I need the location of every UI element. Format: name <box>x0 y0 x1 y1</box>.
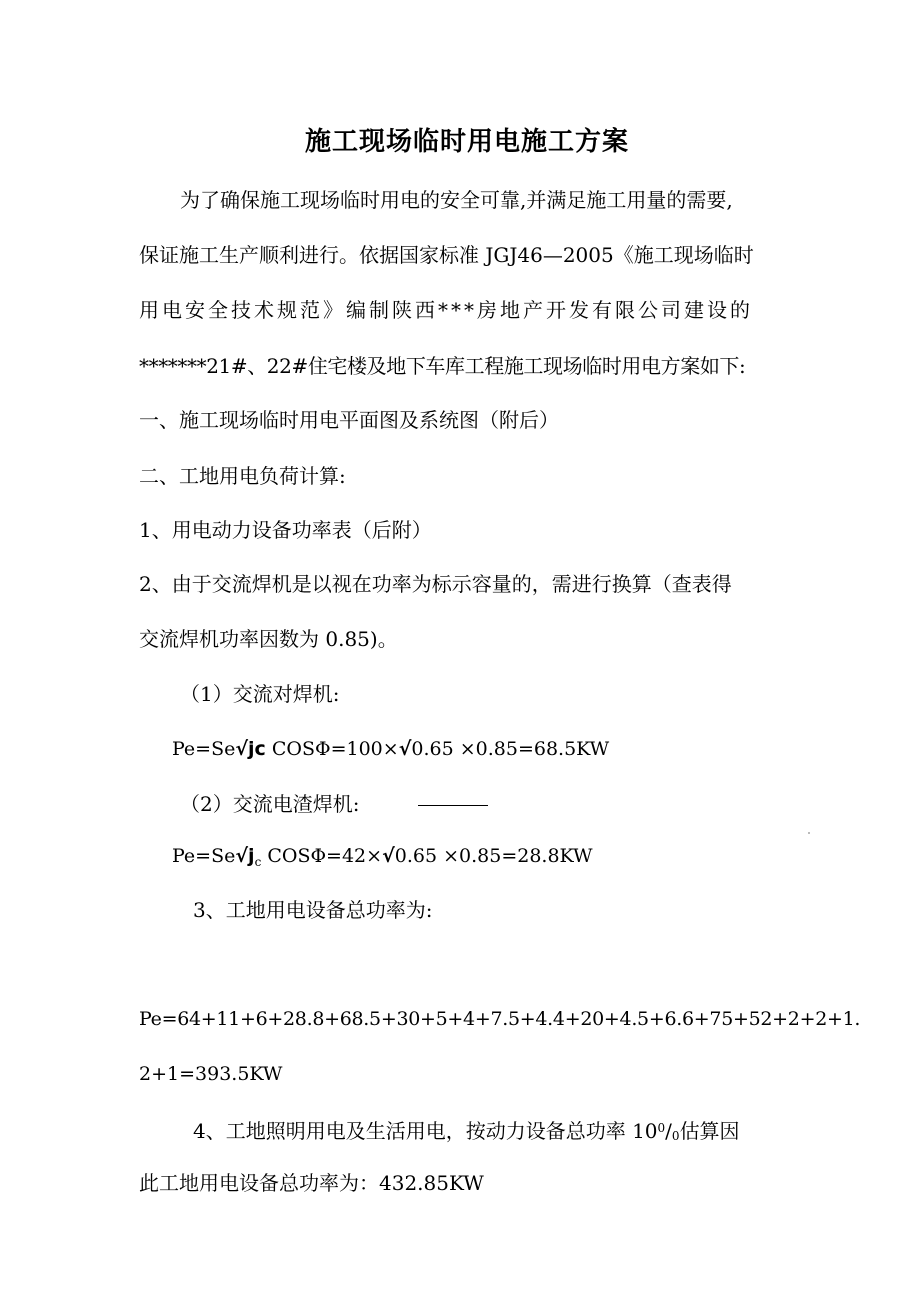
sub-2-heading: （2）交流电渣焊机: <box>180 792 360 816</box>
section-2-heading: 二、工地用电负荷计算: <box>139 464 346 488</box>
percent-sub: 0 <box>671 1129 680 1143</box>
formula-1-rest: 0.65 ×0.85=68.5KW <box>411 738 610 760</box>
formula-1-jc: jc <box>248 738 266 760</box>
formula-2 <box>172 842 593 876</box>
formula-2-middle: COSΦ=42× <box>261 845 383 867</box>
item-4-line-2: 此工地用电设备总功率为：432.85KW <box>139 1171 484 1195</box>
sqrt-icon: √ <box>382 845 395 867</box>
intro-line-4: *******21#、22#住宅楼及地下车库工程施工现场临时用电方案如下: <box>139 354 746 378</box>
item-2-line-2: 交流焊机功率因数为 0.85)。 <box>139 627 398 651</box>
formula-2-subscript-c: c <box>254 855 262 869</box>
formula-1-middle: COSΦ=100× <box>265 738 399 760</box>
item-1: 1、用电动力设备功率表（后附） <box>139 518 432 542</box>
sqrt-icon: √ <box>398 738 412 760</box>
formula-1-prefix: Pe=Se <box>172 738 236 760</box>
intro-line-3: 用电安全技术规范》编制陕西***房地产开发有限公司建设的 <box>139 298 753 322</box>
scan-speck <box>808 832 810 834</box>
sum-line-2: 2+1=393.5KW <box>139 1063 283 1085</box>
sqrt-icon: √ <box>235 738 249 760</box>
radical-overbar <box>418 805 488 806</box>
item-4-prefix: 4、工地照明用电及生活用电，按动力设备总功率 10 <box>193 1119 658 1143</box>
formula-2-j: j <box>248 845 255 867</box>
formula-2-rest: 0.65 ×0.85=28.8KW <box>394 845 593 867</box>
intro-line-2: 保证施工生产顺利进行。依据国家标准 JGJ46—2005《施工现场临时 <box>139 243 754 267</box>
section-1-heading: 一、施工现场临时用电平面图及系统图（附后） <box>139 408 559 432</box>
formula-1 <box>172 735 609 763</box>
item-4-line-1 <box>193 1114 740 1150</box>
item-4-suffix: 估算因 <box>679 1119 740 1143</box>
item-3: 3、工地用电设备总功率为: <box>193 898 433 922</box>
percent-slash: / <box>665 1119 672 1143</box>
intro-line-1: 为了确保施工现场临时用电的安全可靠,并满足施工用量的需要, <box>180 188 733 212</box>
sub-1-heading: （1）交流对焊机: <box>180 682 340 706</box>
sqrt-icon: √ <box>235 845 249 867</box>
sum-line-1: Pe=64+11+6+28.8+68.5+30+5+4+7.5+4.4+20+4.5+6.6+75+52+2+2+1. <box>139 1008 861 1030</box>
percent-sup: 0 <box>657 1121 666 1135</box>
document-title: 施工现场临时用电施工方案 <box>305 127 630 157</box>
item-2-line-1: 2、由于交流焊机是以视在功率为标示容量的，需进行换算（查表得 <box>139 572 732 596</box>
formula-2-prefix: Pe=Se <box>172 845 236 867</box>
